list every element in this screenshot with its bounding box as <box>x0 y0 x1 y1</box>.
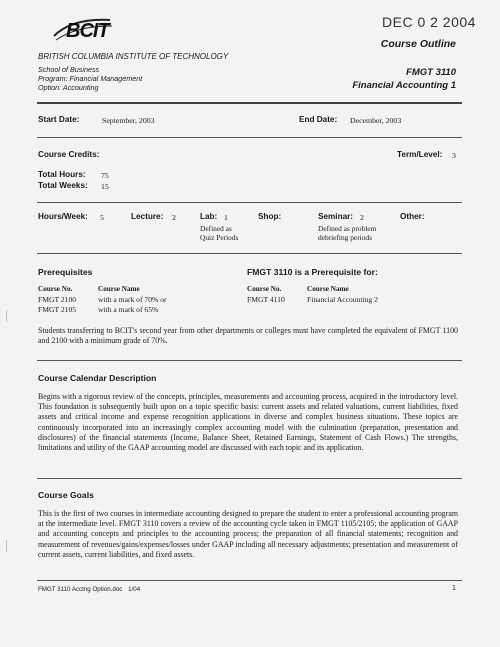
dates-divider <box>37 137 462 138</box>
punch-mark-bottom <box>6 540 9 552</box>
total-hours-label: Total Hours: <box>38 170 86 179</box>
term-level-value: 3 <box>452 151 456 160</box>
table-row <box>247 295 447 305</box>
table-row <box>38 305 218 315</box>
course-credits-label: Course Credits: <box>38 150 100 159</box>
goals-title: Course Goals <box>38 490 94 500</box>
hours-week-label: Hours/Week: <box>38 212 88 221</box>
footer-file-name: FMGT 3110 Acctng Option.doc <box>38 586 123 593</box>
credits-divider <box>37 202 462 203</box>
seminar-note-1: Defined as problem <box>318 224 377 233</box>
prereq-col-course-no: Course No. <box>38 285 73 293</box>
goals-description: This is the first of two courses in intermediate accounting designed to prepare the student to enter a professional accounting program at the intermediate level. FMGT 3110 covers a review of the accounting cycle taken in FMGT 1105/2105; the application of GAAP and accounting concepts and principles to the accounting process; the preparation of all financial statements; recognition and measurement of revenues/gains/expenses/losses under GAAP including all necessary adjustments; presentation and measurement of current assets, current liabilities, and fixed assets. <box>38 509 458 559</box>
end-date-value: December, 2003 <box>350 116 402 125</box>
hours-divider <box>37 253 462 254</box>
calendar-divider <box>37 478 462 479</box>
prereq-for-course-no: FMGT 4110 <box>247 295 285 304</box>
start-date-label: Start Date: <box>38 115 80 124</box>
table-row <box>38 295 218 305</box>
lab-note-1: Defined as <box>200 224 232 233</box>
seminar-value: 2 <box>360 213 364 222</box>
lab-value: 1 <box>224 213 228 222</box>
prereq-divider <box>37 360 462 361</box>
prereq-course-name: with a mark of 70% or <box>98 295 167 304</box>
school-name: School of Business <box>38 65 100 74</box>
course-code: FMGT 3110 <box>406 67 456 78</box>
prereq-table <box>38 295 218 315</box>
footer-page-number: 1 <box>452 585 456 592</box>
prereq-for-table <box>247 295 447 305</box>
calendar-description: Begins with a rigorous review of the concepts, principles, measurements and accounting process, acquired in the introductory level. This foundation is subsequently built upon on a topic specific basis: current assets and related valuations, current liabilities, fixed assets and critical income and expense recognition applications in diverse and complex business situations. These topics are continuously incorporated into an increasingly complex accounting model with the culmination (preparation, presentation and disclosures) of the financial statements (Income, Balance Sheet, Retained Earnings, Statement of Cash Flows.) The strengths, limitations and utility of the GAAP accounting model are discussed with each topic and its application. <box>38 392 458 453</box>
bcit-logo <box>52 14 114 46</box>
prereq-for-col-course-name: Course Name <box>307 285 349 293</box>
prereq-course-no: FMGT 2105 <box>38 305 77 314</box>
document-type: Course Outline <box>380 38 456 50</box>
total-weeks-label: Total Weeks: <box>38 181 88 190</box>
total-weeks-value: 15 <box>101 182 109 191</box>
prerequisites-title: Prerequisites <box>38 267 93 277</box>
footer-file-code: 1/04 <box>128 586 141 593</box>
institution-name: BRITISH COLUMBIA INSTITUTE OF TECHNOLOGY <box>38 52 229 61</box>
header-divider <box>37 102 462 104</box>
footer-file <box>38 586 140 593</box>
prereq-course-name: with a mark of 65% <box>98 305 159 314</box>
prereq-for-course-name: Financial Accounting 2 <box>307 295 378 304</box>
term-level-label: Term/Level: <box>397 150 443 159</box>
option-name: Option: Accounting <box>38 83 99 92</box>
prereq-for-title: FMGT 3110 is a Prerequisite for: <box>247 267 378 277</box>
course-title: Financial Accounting 1 <box>352 80 456 91</box>
hours-week-value: 5 <box>100 213 104 222</box>
seminar-note-2: debriefing periods <box>318 233 372 242</box>
seminar-label: Seminar: <box>318 212 354 221</box>
prereq-col-course-name: Course Name <box>98 285 140 293</box>
program-name: Program: Financial Management <box>38 74 143 83</box>
footer-divider <box>37 580 462 581</box>
transfer-note: Students transferring to BCIT's second year from other departments or colleges must have completed the equivalent of FMGT 1100 and 2100 with a minimum grade of 70%. <box>38 326 458 346</box>
lab-note-2: Quiz Periods <box>200 233 239 242</box>
prereq-for-col-course-no: Course No. <box>247 285 282 293</box>
other-label: Other: <box>400 212 425 221</box>
lecture-label: Lecture: <box>131 212 164 221</box>
total-hours-value: 75 <box>101 171 109 180</box>
punch-mark-top <box>6 310 9 322</box>
stamp-date: DEC 0 2 2004 <box>382 14 476 30</box>
lecture-value: 2 <box>172 213 176 222</box>
lab-label: Lab: <box>200 212 218 221</box>
end-date-label: End Date: <box>299 115 338 124</box>
prereq-course-no: FMGT 2100 <box>38 295 77 304</box>
shop-label: Shop: <box>258 212 282 221</box>
start-date-value: September, 2003 <box>102 116 155 125</box>
logo-text: BCIT <box>66 20 109 42</box>
calendar-title: Course Calendar Description <box>38 373 157 383</box>
